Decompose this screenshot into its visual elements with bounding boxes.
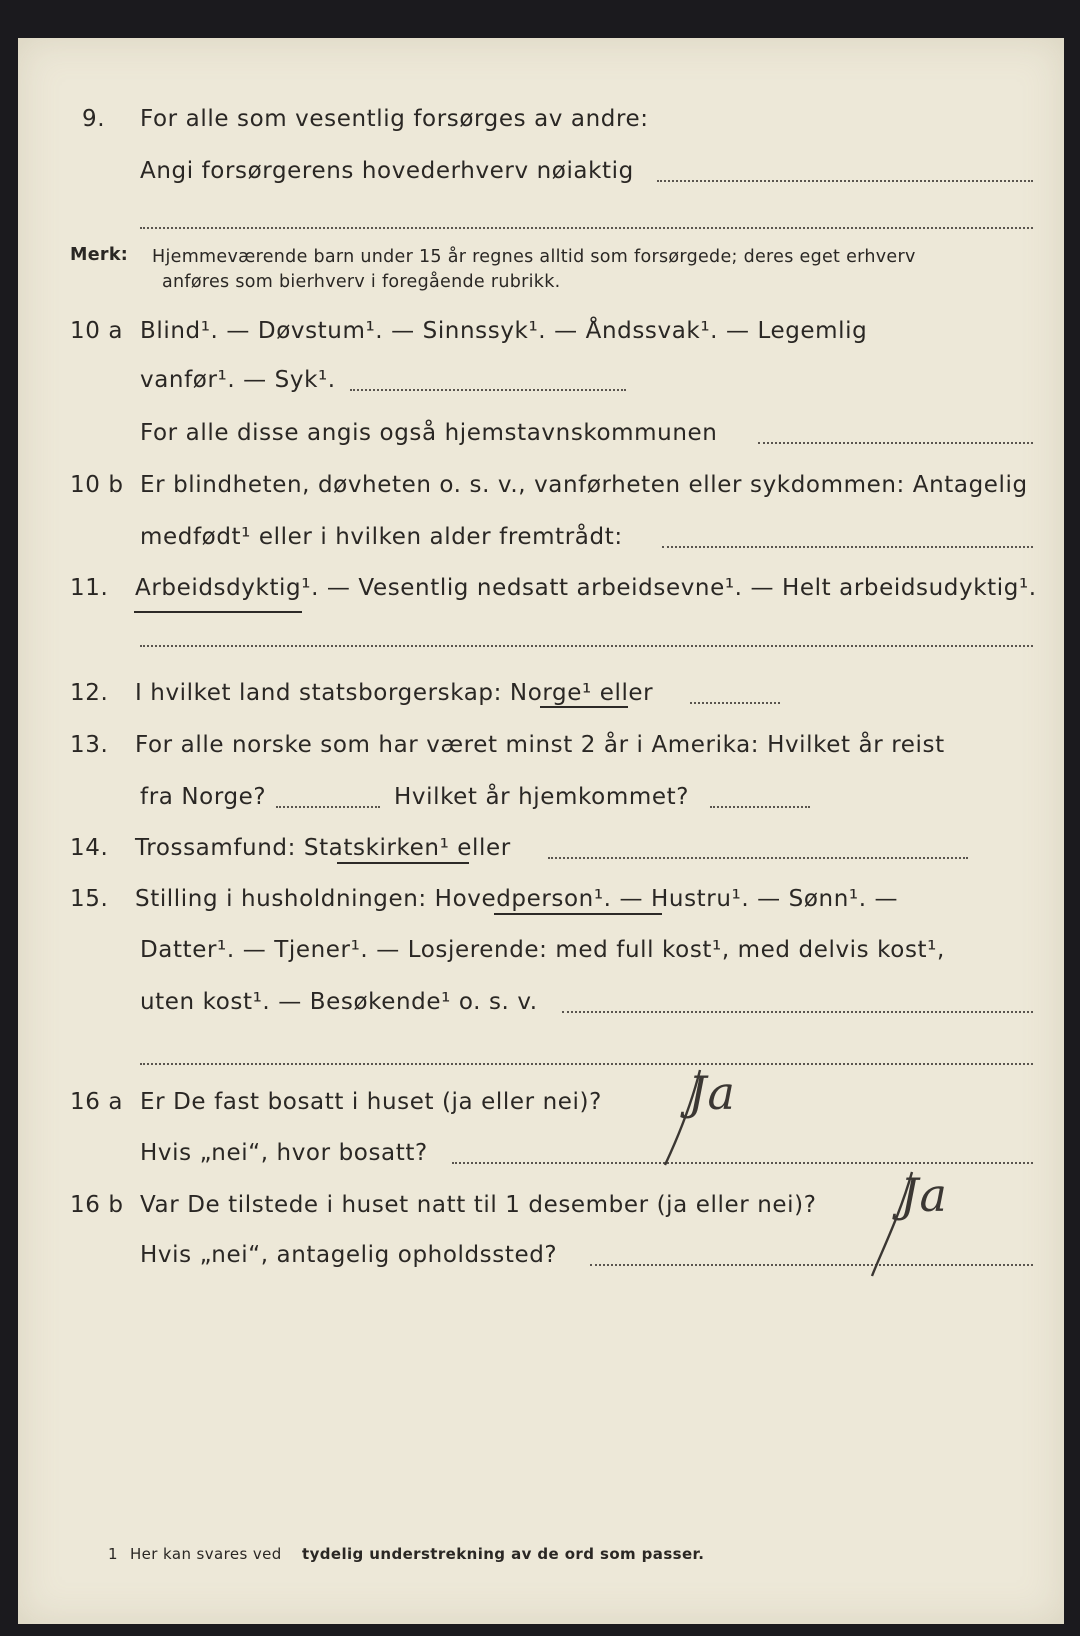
q16a-text-line1: Er De fast bosatt i huset (ja eller nei)?	[140, 1089, 602, 1115]
q16b-number: 16 b	[70, 1192, 124, 1218]
q15-text-line3: uten kost¹. — Besøkende¹ o. s. v.	[140, 989, 538, 1015]
footnote-text: Her kan svares ved	[130, 1545, 282, 1563]
q16b-ja-tail-stroke	[872, 1172, 912, 1276]
q16a-handwritten-answer: Ja	[688, 1066, 736, 1120]
q11-text-line1: Arbeidsdyktig¹. — Vesentlig nedsatt arbeidsevne¹. — Helt arbeidsudyktig¹.	[135, 575, 1037, 601]
q16a-number: 16 a	[70, 1089, 124, 1115]
q15-number: 15.	[70, 886, 109, 912]
q9-number: 9.	[82, 106, 106, 132]
q15-text-line2: Datter¹. — Tjener¹. — Losjerende: med full kost¹, med delvis kost¹,	[140, 937, 945, 963]
q9-text-line1: For alle som vesentlig forsørges av andre:	[140, 106, 649, 132]
merk-text-line2: anføres som bierhverv i foregående rubrikk.	[162, 272, 561, 292]
q11-number: 11.	[70, 575, 109, 601]
q13-text-line2b: Hvilket år hjemkommet?	[394, 784, 690, 810]
q12-number: 12.	[70, 680, 109, 706]
q9-text-line2: Angi forsørgerens hovederhverv nøiaktig	[140, 158, 634, 184]
q10a-text-line2: vanfør¹. — Syk¹.	[140, 367, 336, 393]
q10b-number: 10 b	[70, 472, 124, 498]
q10b-text-line2: medfødt¹ eller i hvilken alder fremtrådt:	[140, 524, 623, 550]
q16b-handwritten-answer: Ja	[900, 1168, 948, 1222]
q10a-text-line1: Blind¹. — Døvstum¹. — Sinnssyk¹. — Åndssvak¹. — Legemlig	[140, 318, 868, 344]
q14-text-line1: Trossamfund: Statskirken¹ eller	[135, 835, 511, 861]
q13-number: 13.	[70, 732, 109, 758]
footnote-mark: 1	[108, 1545, 118, 1563]
q16b-text-line2: Hvis „nei“, antagelig opholdssted?	[140, 1242, 558, 1268]
q10a-text-line3: For alle disse angis også hjemstavnskommunen	[140, 420, 718, 446]
q16a-text-line2: Hvis „nei“, hvor bosatt?	[140, 1140, 428, 1166]
merk-label: Merk:	[70, 245, 129, 265]
q13-text-line1: For alle norske som har været minst 2 år i Amerika: Hvilket år reist	[135, 732, 945, 758]
q15-text-line1: Stilling i husholdningen: Hovedperson¹. — Hustru¹. — Sønn¹. —	[135, 886, 899, 912]
q12-text-line1: I hvilket land statsborgerskap: Norge¹ eller	[135, 680, 654, 706]
merk-text-line1: Hjemmeværende barn under 15 år regnes alltid som forsørgede; deres eget erhverv	[152, 247, 916, 267]
q14-number: 14.	[70, 835, 109, 861]
footnote-text-bold: tydelig understrekning av de ord som passer.	[302, 1545, 705, 1563]
q10a-number: 10 a	[70, 318, 124, 344]
q10b-text-line1: Er blindheten, døvheten o. s. v., vanførheten eller sykdommen: Antagelig	[140, 472, 1028, 498]
q13-text-line2a: fra Norge?	[140, 784, 267, 810]
q16b-text-line1: Var De tilstede i huset natt til 1 desember (ja eller nei)?	[140, 1192, 817, 1218]
q16a-ja-tail-stroke	[665, 1070, 700, 1165]
